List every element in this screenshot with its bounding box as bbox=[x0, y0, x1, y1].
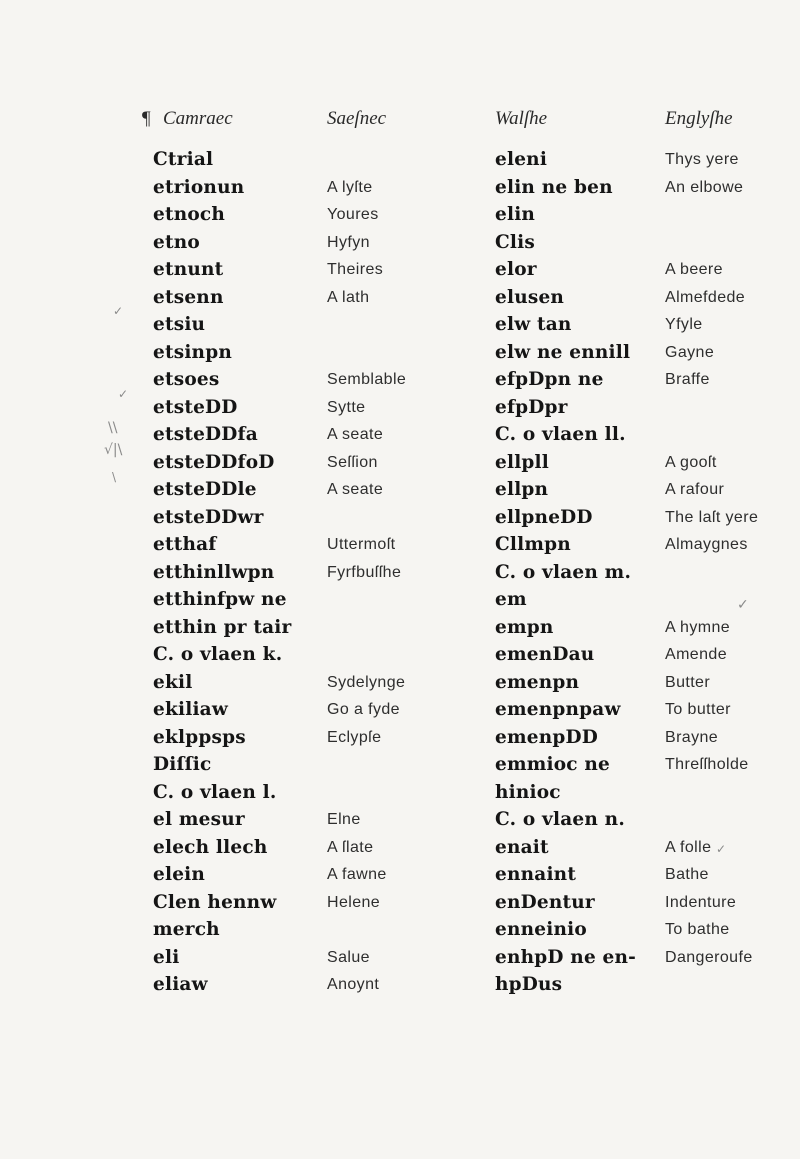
entry: etsteDDfa bbox=[153, 424, 258, 445]
margin-check-mark: ✓ bbox=[737, 597, 749, 613]
entry: A rafour bbox=[665, 481, 725, 498]
entry: elw tan bbox=[495, 314, 572, 335]
entry: Go a fyde bbox=[327, 701, 400, 718]
entry: Helene bbox=[327, 893, 381, 911]
entry: ellpn bbox=[495, 479, 549, 500]
entry: eklppsps bbox=[153, 726, 246, 748]
entry: Theires bbox=[327, 261, 384, 278]
entry: A ſlate bbox=[327, 838, 374, 856]
entry: etsteDDfoD bbox=[153, 451, 275, 473]
entry: elw ne ennill bbox=[495, 341, 631, 363]
entry: Almefdede bbox=[665, 288, 746, 306]
entry: A hymne bbox=[665, 618, 731, 636]
entry: C. o vlaen n. bbox=[495, 809, 625, 830]
entry: emmioc ne bbox=[495, 754, 611, 775]
entry: Clen hennw bbox=[153, 891, 277, 913]
entry: etnoch bbox=[153, 204, 226, 225]
margin-pencil-line: \\ bbox=[108, 420, 118, 436]
entry: merch bbox=[153, 919, 220, 940]
entry: emenpn bbox=[495, 671, 580, 693]
entry: A gooſt bbox=[665, 453, 717, 471]
entry: ellpll bbox=[495, 451, 550, 473]
entry: emenDau bbox=[495, 644, 595, 665]
entry: ekiliaw bbox=[153, 699, 228, 720]
entry: etrionun bbox=[153, 176, 245, 198]
entry: elech llech bbox=[153, 836, 268, 858]
entry: etsenn bbox=[153, 286, 224, 308]
entry: Braffe bbox=[665, 371, 710, 388]
entry: enhpD ne en- bbox=[495, 946, 637, 968]
entry: A lyſte bbox=[327, 178, 373, 196]
entry: ellpneDD bbox=[495, 506, 593, 528]
entry: etsinpn bbox=[153, 341, 232, 363]
entry: etsteDDwr bbox=[153, 506, 264, 528]
entry bbox=[327, 614, 406, 642]
entry: Anoynt bbox=[327, 976, 380, 993]
entry: Clis bbox=[495, 231, 535, 253]
entry: Uttermoſt bbox=[327, 536, 396, 553]
entry bbox=[327, 751, 406, 779]
header-walshe: Walſhe bbox=[495, 108, 548, 129]
entry: Thys yere bbox=[665, 151, 739, 168]
margin-check-mark: ✓ bbox=[716, 842, 727, 856]
english-column-right bbox=[665, 146, 758, 999]
entry: Elne bbox=[327, 811, 361, 828]
entry bbox=[327, 339, 406, 367]
entry: el mesur bbox=[153, 809, 245, 830]
entry bbox=[665, 394, 758, 422]
entry bbox=[665, 971, 758, 999]
entry: Semblable bbox=[327, 371, 407, 388]
entry: ekil bbox=[153, 671, 193, 693]
entry: eleni bbox=[495, 149, 548, 170]
entry: Ctrial bbox=[153, 149, 214, 170]
entry: elin bbox=[495, 204, 536, 225]
welsh-column-left bbox=[153, 146, 291, 999]
entry: etsteDDle bbox=[153, 479, 257, 500]
entry: The laſt yere bbox=[665, 508, 759, 526]
margin-pencil-line: √|\ bbox=[104, 442, 123, 458]
entry: emenpDD bbox=[495, 726, 598, 748]
entry: A folle bbox=[665, 838, 712, 856]
entry: Brayne bbox=[665, 728, 719, 746]
entry bbox=[327, 641, 406, 669]
margin-pencil-line: \ bbox=[112, 470, 117, 484]
entry: Amende bbox=[665, 646, 727, 663]
welsh-column-right bbox=[495, 146, 636, 999]
entry bbox=[665, 229, 758, 257]
entry: A seate bbox=[327, 426, 384, 443]
margin-check-mark: ✓ bbox=[113, 304, 124, 318]
entry: eliaw bbox=[153, 974, 208, 995]
entry: elor bbox=[495, 259, 537, 280]
entry: An elbowe bbox=[665, 178, 744, 196]
entry: Almaygnes bbox=[665, 536, 748, 553]
entry: etsoes bbox=[153, 369, 220, 390]
header-saesnec: Saeſnec bbox=[327, 108, 387, 129]
entry: eli bbox=[153, 946, 180, 968]
entry: hpDus bbox=[495, 974, 563, 995]
entry: C. o vlaen m. bbox=[495, 561, 632, 583]
entry: A seate bbox=[327, 481, 384, 498]
entry bbox=[665, 806, 758, 834]
pilcrow-mark: ¶ bbox=[142, 108, 151, 129]
entry: Sytte bbox=[327, 398, 366, 416]
header-camraec: Camraec bbox=[163, 108, 233, 129]
entry: A fawne bbox=[327, 866, 387, 883]
entry: etthaf bbox=[153, 534, 217, 555]
entry: Gayne bbox=[665, 343, 715, 361]
entry: Butter bbox=[665, 673, 711, 691]
entry: Threſſholde bbox=[665, 756, 749, 773]
entry bbox=[327, 146, 406, 174]
entry: Diſſic bbox=[153, 754, 212, 775]
entry: A lath bbox=[327, 288, 370, 306]
entry: C. o vlaen k. bbox=[153, 644, 283, 665]
entry: To butter bbox=[665, 701, 731, 718]
entry: Fyrfbuſſhe bbox=[327, 563, 402, 581]
entry: Salue bbox=[327, 948, 370, 966]
entry: efpDpr bbox=[495, 396, 568, 418]
entry: efpDpn ne bbox=[495, 369, 604, 390]
entry: elein bbox=[153, 864, 206, 885]
entry: elin ne ben bbox=[495, 176, 613, 198]
entry: Cllmpn bbox=[495, 534, 571, 555]
entry bbox=[665, 201, 758, 229]
entry: Hyfyn bbox=[327, 233, 370, 251]
entry: empn bbox=[495, 616, 554, 638]
entry: Sydelynge bbox=[327, 673, 406, 691]
entry: C. o vlaen l. bbox=[153, 781, 277, 803]
entry: etsteDD bbox=[153, 396, 238, 418]
entry bbox=[327, 586, 406, 614]
entry: etsiu bbox=[153, 314, 206, 335]
entry: ennaint bbox=[495, 864, 577, 885]
english-column-left bbox=[327, 146, 406, 999]
entry bbox=[665, 559, 758, 587]
entry: Seſſion bbox=[327, 453, 378, 471]
entry bbox=[327, 779, 406, 807]
entry bbox=[327, 504, 406, 532]
entry: elusen bbox=[495, 286, 565, 308]
entry: Eclypſe bbox=[327, 728, 382, 746]
entry: etno bbox=[153, 231, 200, 253]
entry bbox=[327, 311, 406, 339]
header-englyshe: Englyſhe bbox=[665, 108, 733, 129]
entry: enait bbox=[495, 836, 549, 858]
entry: Indenture bbox=[665, 893, 737, 911]
entry bbox=[665, 421, 758, 449]
entry bbox=[665, 779, 758, 807]
entry: To bathe bbox=[665, 921, 730, 938]
entry: etthin pr tair bbox=[153, 616, 292, 638]
entry: Yfyle bbox=[665, 316, 703, 333]
entry: em bbox=[495, 589, 527, 610]
entry: etthinfpw ne bbox=[153, 589, 287, 610]
entry: Bathe bbox=[665, 866, 709, 883]
entry: etnunt bbox=[153, 259, 224, 280]
entry: enDentur bbox=[495, 891, 595, 913]
entry: Youres bbox=[327, 206, 379, 223]
entry: etthinllwpn bbox=[153, 561, 275, 583]
entry: enneinio bbox=[495, 919, 587, 940]
entry: Dangeroufe bbox=[665, 948, 753, 966]
entry: hinioc bbox=[495, 781, 561, 803]
entry bbox=[327, 916, 406, 944]
entry: emenpnpaw bbox=[495, 699, 621, 720]
entry: C. o vlaen ll. bbox=[495, 424, 626, 445]
entry: A beere bbox=[665, 261, 723, 278]
margin-check-mark: ✓ bbox=[118, 387, 129, 401]
